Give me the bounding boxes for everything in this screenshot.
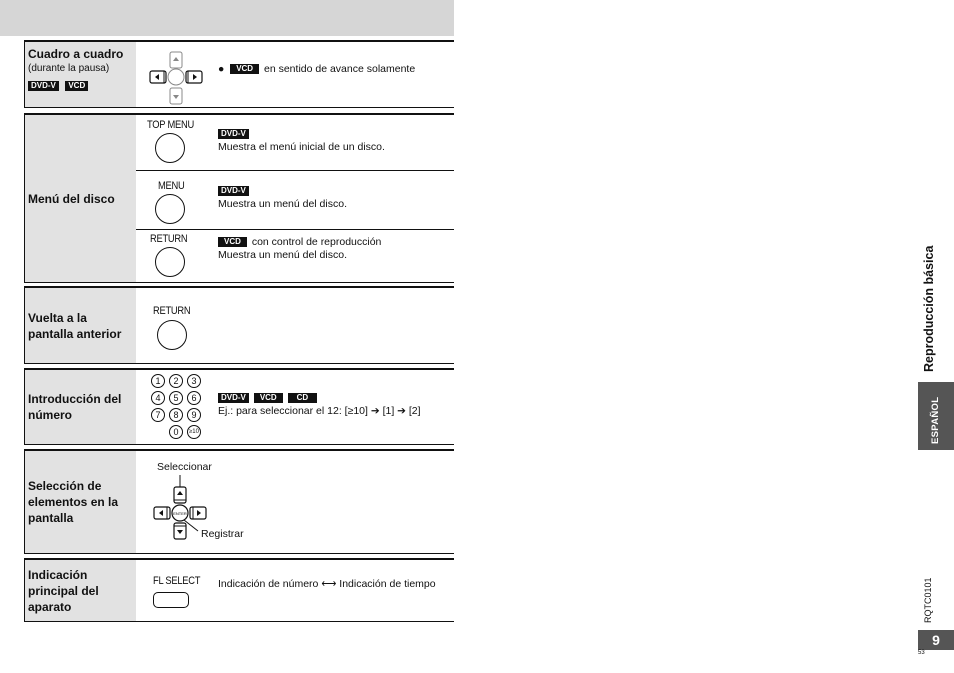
number-key-8[interactable]: 8 xyxy=(169,408,183,422)
entry-badge-suffix: con control de reproducción xyxy=(251,236,382,248)
number-key-7[interactable]: 7 xyxy=(151,408,165,422)
enter-key-label: ENTER xyxy=(173,511,187,516)
language-label: ESPAÑOL xyxy=(930,396,941,444)
badge-dvdv: DVD-V xyxy=(218,186,249,196)
document-code-text: RQTC0101 xyxy=(923,577,933,623)
badge-vcd: VCD xyxy=(230,64,259,74)
section-title-text: Reproducción básica xyxy=(922,245,936,372)
row-title: Cuadro a cuadro xyxy=(28,47,124,61)
entry-text xyxy=(218,405,421,418)
page-number: 9 xyxy=(918,630,954,650)
number-key-10plus[interactable]: ≥10 xyxy=(187,425,201,439)
row-label xyxy=(24,451,136,553)
navigation-pad-icon xyxy=(152,475,212,543)
number-key-9[interactable]: 9 xyxy=(187,408,201,422)
entry-badge xyxy=(218,236,381,249)
entry-text: Indicación de número ⟷ Indicación de tiempo xyxy=(218,578,436,590)
return-button-label: RETURN xyxy=(150,233,188,245)
row-frame-by-frame xyxy=(24,40,454,108)
badge-cd: CD xyxy=(288,393,318,403)
entry-text: Muestra un menú del disco. xyxy=(218,249,347,261)
bullet-icon: ● xyxy=(218,63,231,75)
row-item-selection xyxy=(24,449,454,554)
badge-vcd: VCD xyxy=(254,393,283,403)
top-menu-button-label: TOP MENU xyxy=(147,119,194,131)
number-key-3[interactable]: 3 xyxy=(187,374,201,388)
entry-badge xyxy=(218,185,251,198)
callout-select: Seleccionar xyxy=(157,461,212,473)
row-title: Indicación principal del aparato xyxy=(28,567,99,614)
row-title: Introducción del número xyxy=(28,392,122,422)
menu-button[interactable] xyxy=(155,194,185,224)
number-key-5[interactable]: 5 xyxy=(169,391,183,405)
row-title: Menú del disco xyxy=(28,191,115,206)
row-previous-screen xyxy=(24,286,454,364)
entry-text: Muestra el menú inicial de un disco. xyxy=(218,141,385,153)
number-key-0[interactable]: 0 xyxy=(169,425,183,439)
text-part: ≥10 xyxy=(347,405,366,417)
sub-divider xyxy=(136,229,454,230)
row-title: Vuelta a la pantalla anterior xyxy=(28,310,122,341)
return-button-label: RETURN xyxy=(153,305,191,317)
text-part: Ej.: para seleccionar el 12: [ xyxy=(218,405,348,417)
disc-badges xyxy=(28,77,133,95)
badge-vcd: VCD xyxy=(218,237,247,247)
number-key-1[interactable]: 1 xyxy=(151,374,165,388)
badge-dvdv: DVD-V xyxy=(218,129,249,139)
section-title xyxy=(922,232,936,372)
return-button[interactable] xyxy=(155,247,185,277)
row-disc-menu xyxy=(24,113,454,283)
return-button[interactable] xyxy=(157,320,187,350)
cursor-pad-icon xyxy=(148,50,208,108)
row-label xyxy=(24,560,136,621)
entry-text: Muestra un menú del disco. xyxy=(218,198,347,210)
header-band xyxy=(0,0,454,36)
menu-button-label: MENU xyxy=(158,180,185,192)
badge-dvdv: DVD-V xyxy=(218,393,249,403)
sub-divider xyxy=(136,170,454,171)
row-title: Selección de elementos en la pantalla xyxy=(28,479,119,525)
row-number-input xyxy=(24,368,454,445)
page-number-small: 53 xyxy=(918,650,925,656)
top-menu-button[interactable] xyxy=(155,133,185,163)
row-main-display xyxy=(24,558,454,622)
badge-dvdv: DVD-V xyxy=(28,81,59,91)
row-label xyxy=(24,370,136,444)
row-text xyxy=(218,63,415,76)
fl-select-button-label: FL SELECT xyxy=(153,575,201,587)
fl-select-button[interactable] xyxy=(153,592,189,608)
text-part: ] ➔ [1] ➔ [2] xyxy=(365,405,421,417)
row-subtitle: (durante la pausa) xyxy=(28,63,110,74)
callout-enter: Registrar xyxy=(201,528,244,540)
number-key-4[interactable]: 4 xyxy=(151,391,165,405)
entry-badges xyxy=(218,392,319,405)
row-label xyxy=(24,288,136,363)
entry-text: en sentido de avance solamente xyxy=(264,63,416,75)
row-label xyxy=(24,115,136,282)
badge-vcd: VCD xyxy=(65,81,88,91)
number-key-6[interactable]: 6 xyxy=(187,391,201,405)
entry-badge xyxy=(218,128,251,141)
row-label xyxy=(24,42,136,107)
number-key-2[interactable]: 2 xyxy=(169,374,183,388)
language-tab xyxy=(918,382,954,450)
